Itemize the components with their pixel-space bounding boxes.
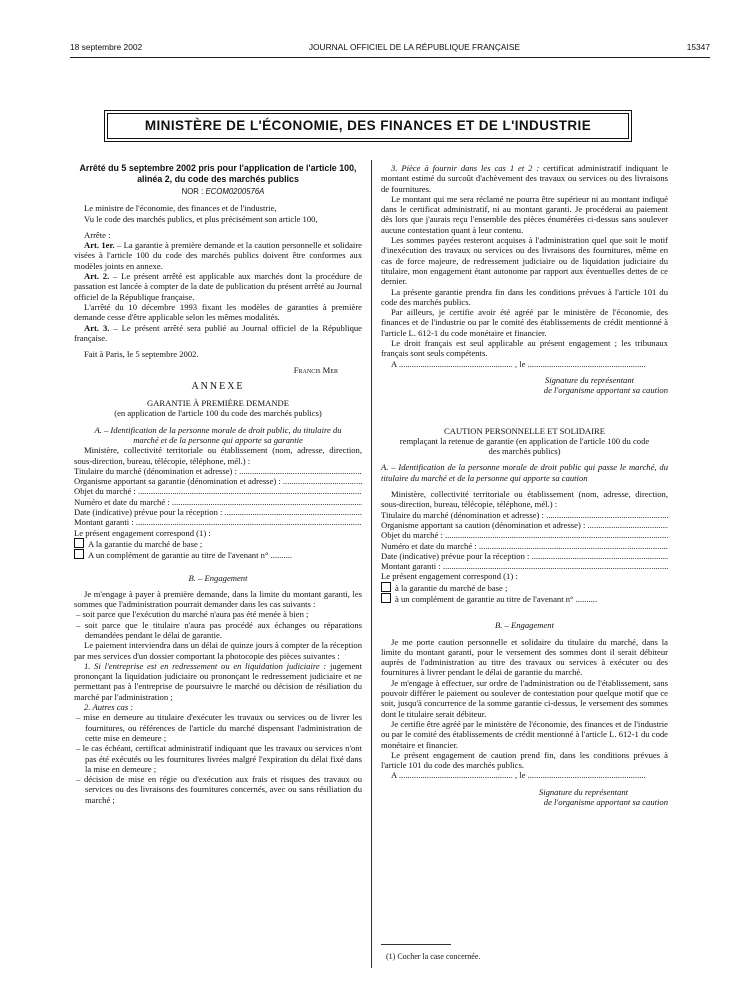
paragraph: Je me porte caution personnelle et solidaire du titulaire du marché, dans la limite du montant garanti, pour le versement des sommes dont il serait débiteur auprès de l'administration au titre des travaux ou services à exécuter ou des fournitures à livrer pendant le délai de garantie du marché. bbox=[381, 636, 668, 678]
article-label: Art. 2. bbox=[84, 271, 110, 282]
checkbox-option[interactable]: A un complément de garantie au titre de l'avenant n° .......... bbox=[74, 549, 362, 560]
section-b-heading: B. – Engagement bbox=[495, 620, 554, 631]
list-item: – mise en demeure au titulaire d'exécuter les travaux ou services ou de livrer les fournitures, ou références de l'article du marché dispensant l'administration de cette mise en demeure ; bbox=[76, 712, 362, 743]
signature-caption: de l'organisme apportant sa caution bbox=[543, 797, 668, 808]
checkbox-icon[interactable] bbox=[74, 549, 84, 559]
form-field: Montant garanti : ..... bbox=[74, 517, 362, 527]
signature-line: A ..................................................... , le ....................................................... bbox=[391, 358, 646, 369]
header-rule bbox=[70, 57, 710, 58]
list-item: – soit parce que l'exécution du marché n'aura pas été menée à bien ; bbox=[76, 609, 309, 620]
case-label: 3. Pièce à fournir dans les cas 1 et 2 : bbox=[391, 163, 540, 173]
section-a-heading: A. – Identification de la personne morale de droit public qui passe le marché, du titulaire du marché et de la personne qui apporte sa caution bbox=[381, 462, 668, 483]
footnote: (1) Cocher la case concernée. bbox=[386, 952, 481, 961]
engagement-correspond: Le présent engagement correspond (1) : bbox=[381, 571, 518, 582]
article-2 bbox=[74, 271, 362, 302]
ministry-field: Ministère, collectivité territoriale ou établissement (nom, adresse, direction, sous-direction, bureau, télécopie, téléphone, mél.) : bbox=[381, 489, 668, 510]
article-label: Art. 3. bbox=[84, 322, 110, 333]
case-text: jugement prononçant la liquidation judiciaire ou prononçant le redressement judiciaire et ne permettant pas à l'entreprise de poursuivre le marché ou décision de résiliation du marché par l'administration ; bbox=[74, 660, 362, 702]
paragraph: La présente garantie prendra fin dans les conditions prévues à l'article 101 du code des marchés publics. bbox=[381, 286, 668, 307]
paragraph: Le droit français est seul applicable au présent engagement ; les tribunaux français sont seuls compétents. bbox=[381, 338, 668, 359]
signature-caption: Signature du représentant bbox=[538, 786, 628, 797]
checkbox-label: A la garantie du marché de base ; bbox=[88, 538, 203, 549]
engagement-correspond: Le présent engagement correspond (1) : bbox=[74, 527, 211, 538]
checkbox-label: à un complément de garantie au titre de l'avenant n° bbox=[395, 593, 574, 604]
paragraph: Vu le code des marchés publics, et plus précisément son article 100, bbox=[84, 213, 318, 224]
header-page-number: 15347 bbox=[686, 42, 710, 52]
paragraph: Je certifie être agréé par le ministère de l'économie, des finances et de l'industrie ou par le comité des établissements de crédit mentionné à l'article L. 612-1 du code monétaire et financier. bbox=[381, 718, 668, 750]
article-text: – La garantie à première demande et la caution personnelle et solidaire visées à l'article 100 du code des marchés publics doivent être conformes aux modèles joints en annexe. bbox=[74, 240, 362, 271]
checkbox-icon[interactable] bbox=[381, 582, 391, 592]
paragraph: Le ministre de l'économie, des finances et de l'industrie, bbox=[84, 203, 277, 214]
section-a-heading: A. – Identification de la personne morale de droit public, du titulaire du marché et de la personne qui apporte sa garantie bbox=[94, 424, 342, 445]
nor-label: NOR : bbox=[181, 187, 204, 196]
ministry-title: MINISTÈRE DE L'ÉCONOMIE, DES FINANCES ET DE L'INDUSTRIE bbox=[144, 117, 592, 133]
signature-line: A ..................................................... , le ....................................................... bbox=[391, 770, 646, 781]
header-journal: JOURNAL OFFICIEL DE LA RÉPUBLIQUE FRANÇAISE bbox=[308, 42, 520, 52]
case-label: 1. Si l'entreprise est en redressement ou en liquidation judiciaire : bbox=[84, 660, 327, 671]
signature-place-date: Fait à Paris, le 5 septembre 2002. bbox=[84, 349, 199, 360]
paragraph: Je m'engage à effectuer, sur ordre de l'administration ou de l'établissement, sans pouvoir différer le paiement ou soulever de contestation pour quelque motif que ce soit, jusqu'à concurrence de la somme garantie ci-dessus, le versement des sommes dont le titulaire serait débiteur. bbox=[381, 677, 668, 719]
ministry-banner bbox=[107, 113, 629, 139]
form-field: Objet du marché : ..... bbox=[381, 530, 668, 540]
form-field: Montant garanti : ..... bbox=[381, 561, 668, 571]
paragraph: Les sommes payées resteront acquises à l'administration quel que soit le motif d'inexécution des travaux ou services ou des livraisons des fournitures, même en cas de force majeure, de redressement judiciaire ou de liquidation judiciaire du titulaire, mon engagement étant autonome par rapport aux éventuelles dettes de ce dernier. bbox=[381, 235, 668, 287]
section-b-heading: B. – Engagement bbox=[188, 572, 248, 583]
paragraph: Le présent engagement de caution prend fin, dans les conditions prévues à l'article 101 du code des marchés publics. bbox=[381, 749, 668, 771]
list-item: – soit parce que le titulaire n'aura pas procédé aux échanges ou réparations demandées pendant le délai de garantie. bbox=[76, 619, 362, 640]
caution-subtitle: remplaçant la retenue de garantie (en application de l'article 100 du code des marchés publics) bbox=[399, 435, 650, 457]
paragraph: L'arrêté du 10 décembre 1993 fixant les modèles de garanties à première demande cesse d'être applicable selon les mêmes modalités. bbox=[74, 301, 362, 323]
column-divider bbox=[371, 160, 372, 968]
form-field: Titulaire du marché (dénomination et adresse) : ..... bbox=[381, 510, 668, 520]
paragraph: Par ailleurs, je certifie avoir été agréé par le ministère de l'économie, des finances et de l'industrie ou par le comité des établissements de crédit mentionné à l'article L. 612-1 du code monétaire et financier. bbox=[381, 307, 668, 338]
list-item: – le cas échéant, certificat administratif indiquant que les travaux ou services n'ont pas été exécutés ou les fournitures livrées malgré l'expiration du délai fixé dans la mise en demeure ; bbox=[76, 743, 362, 774]
form-field: Organisme apportant sa caution (dénomination et adresse) : ..... bbox=[381, 520, 668, 530]
signature-caption: Signature du représentant bbox=[544, 374, 634, 385]
checkbox-icon[interactable] bbox=[74, 538, 84, 548]
checkbox-label: à la garantie du marché de base ; bbox=[395, 582, 508, 593]
case-text: certificat administratif indiquant le montant estimé du surcoût d'achèvement des travaux ou services ou des livraisons de fournitures. bbox=[381, 163, 669, 194]
signature-caption: de l'organisme apportant sa caution bbox=[543, 385, 668, 396]
guarantee-title: GARANTIE À PREMIÈRE DEMANDE bbox=[146, 398, 290, 409]
form-field: Numéro et date du marché : ..... bbox=[381, 541, 668, 551]
paragraph: Je m'engage à payer à première demande, dans la limite du montant garanti, les sommes que l'administration pourrait demander dans les cas suivants : bbox=[74, 588, 362, 610]
form-field: Date (indicative) prévue pour la réception : ..... bbox=[74, 507, 362, 517]
article-text: – Le présent arrêté est applicable aux marchés dont la procédure de passation est lancée à compter de la date de publication du présent arrêté au Journal officiel de la République française. bbox=[74, 271, 363, 302]
arrete-label: Arrête : bbox=[84, 229, 111, 240]
form-field: Titulaire du marché (dénomination et adresse) : ..... bbox=[74, 466, 362, 476]
annexe-heading: ANNEXE bbox=[191, 380, 245, 392]
page-header bbox=[70, 42, 710, 56]
checkbox-option[interactable] bbox=[74, 538, 362, 549]
paragraph: Le montant qui me sera réclamé ne pourra être supérieur ni au montant indiqué dans le certificat administratif, ni au montant garanti. Je procéderai au paiement dès lors que j'aurais reçu l'ensemble des pièces énumérées ci-dessus sans soulever aucune contestation quant à leur contenu. bbox=[381, 193, 668, 235]
guarantee-subtitle: (en application de l'article 100 du code des marchés publics) bbox=[114, 408, 322, 419]
article-1 bbox=[74, 240, 362, 271]
decree-title: Arrêté du 5 septembre 2002 pris pour l'application de l'article 100, alinéa 2, du code des marchés publics bbox=[79, 163, 357, 184]
footnote-rule bbox=[381, 944, 451, 945]
case-label: 2. Autres cas : bbox=[84, 702, 134, 713]
checkbox-option[interactable] bbox=[381, 582, 668, 593]
paragraph: Le paiement interviendra dans un délai de quinze jours à compter de la réception par mes services d'un dossier comportant la photocopie des pièces suivantes : bbox=[74, 640, 362, 661]
checkbox-option[interactable]: à un complément de garantie au titre de l'avenant n° .......... bbox=[381, 593, 668, 604]
checkbox-label: A un complément de garantie au titre de l'avenant n° bbox=[88, 550, 269, 561]
paragraph bbox=[74, 661, 362, 702]
form-field: Organisme apportant sa garantie (dénomination et adresse) : ..... bbox=[74, 476, 362, 486]
article-3 bbox=[74, 323, 362, 344]
form-field: Numéro et date du marché : ..... bbox=[74, 497, 362, 507]
header-date: 18 septembre 2002 bbox=[70, 42, 143, 52]
left-column bbox=[74, 163, 362, 805]
ministry-field: Ministère, collectivité territoriale ou établissement (nom, adresse, direction, sous-direction, bureau, télécopie, téléphone, mél.) : bbox=[74, 445, 362, 466]
form-field: Objet du marché : ..... bbox=[74, 486, 362, 496]
list-item: – décision de mise en régie ou d'exécution aux frais et risques des travaux ou services ou des livraisons des fournitures concernés, avec ou sans résiliation du marché ; bbox=[76, 774, 362, 805]
right-column bbox=[381, 163, 668, 807]
caution-title: CAUTION PERSONNELLE ET SOLIDAIRE bbox=[444, 425, 605, 436]
article-text: – Le présent arrêté sera publié au Journal officiel de la République française. bbox=[74, 322, 362, 343]
article-label: Art. 1er. bbox=[84, 240, 115, 251]
nor-value: ECOM0200576A bbox=[205, 187, 265, 196]
signatory-name: Francis Mer bbox=[293, 365, 338, 376]
checkbox-icon[interactable] bbox=[381, 593, 391, 603]
paragraph bbox=[381, 163, 668, 194]
form-field: Date (indicative) prévue pour la réception : ..... bbox=[381, 551, 668, 561]
nor-reference bbox=[74, 187, 362, 197]
